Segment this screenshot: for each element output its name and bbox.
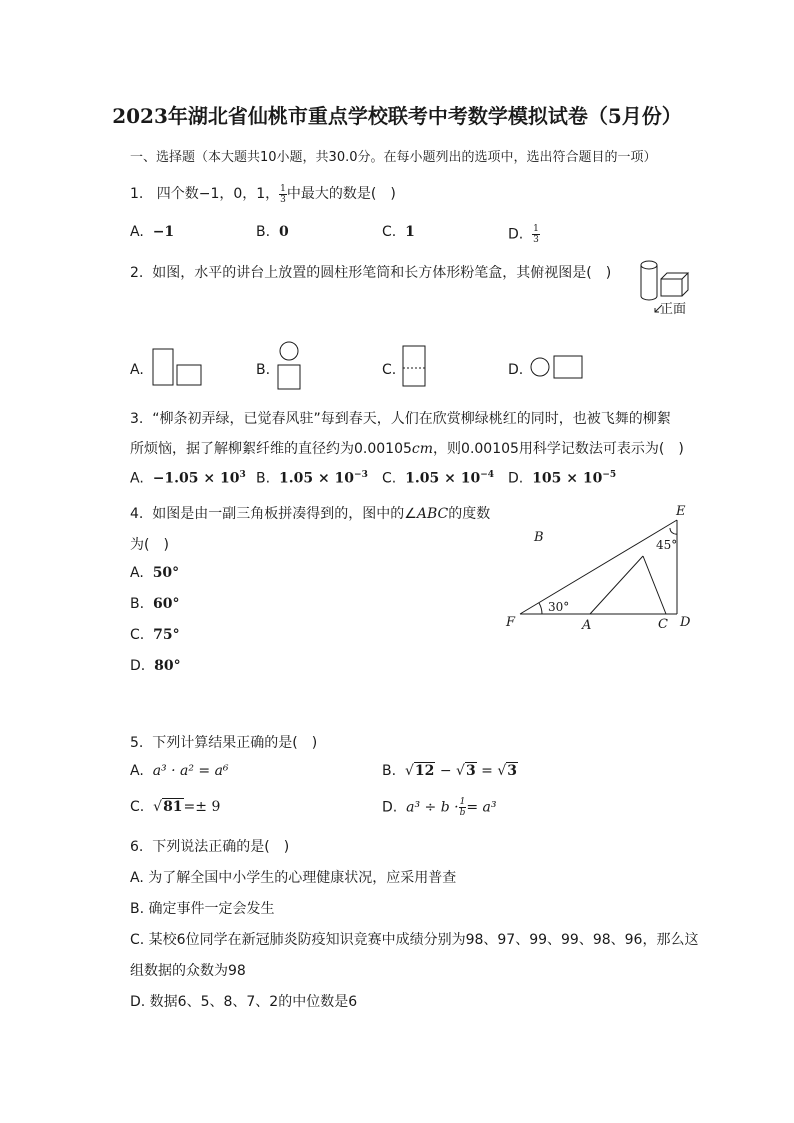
- angle-label-30: 30°: [548, 600, 570, 614]
- q2-option-b-label[interactable]: B.: [256, 362, 271, 378]
- section-heading: 一、选择题（本大题共10小题，共30.0分。在每小题列出的选项中，选出符合题目的一项）: [130, 150, 657, 165]
- question-2-stem: 2. 如图，水平的讲台上放置的圆柱形笔筒和长方体形粉笔盒，其俯视图是( ): [130, 265, 612, 281]
- label-E: E: [676, 504, 686, 519]
- q4-option-a[interactable]: A. 50°: [130, 565, 180, 581]
- q1-text-tail: 中最大的数是( ): [286, 186, 396, 202]
- q3-option-b[interactable]: B. $1.05 \times 10^{-3}$: [256, 470, 368, 487]
- segment-C-apex: [643, 556, 666, 614]
- q5-option-d[interactable]: D. a³ ÷ b · $\frac{1}{b}$ = a³: [382, 797, 497, 818]
- q4-option-b[interactable]: B. 60°: [130, 596, 180, 612]
- label-F: F: [506, 615, 516, 630]
- q6-option-a[interactable]: A. 为了解全国中小学生的心理健康状况，应采用普查: [130, 870, 457, 886]
- q3-option-d[interactable]: D. $105 \times 10^{-5}$: [508, 470, 617, 487]
- q6-option-d[interactable]: D. 数据6、5、8、7、2的中位数是6: [130, 994, 358, 1010]
- angle-label-45: 45°: [656, 538, 678, 552]
- label-A: A: [582, 618, 592, 633]
- q6-option-b[interactable]: B. 确定事件一定会发生: [130, 901, 275, 917]
- q5-option-c[interactable]: C. √81=± 9: [130, 799, 221, 815]
- q2-option-c-label[interactable]: C.: [382, 362, 397, 378]
- q3-option-c[interactable]: C. $1.05 \times 10^{-4}$: [382, 470, 495, 487]
- cylinder-bottom: [641, 296, 657, 300]
- label-B: B: [534, 530, 544, 545]
- q1-option-b[interactable]: B. 0: [256, 224, 289, 240]
- q1-fraction: $\frac{1}{3}$: [280, 183, 286, 205]
- q1-d-fraction: $\frac{1}{3}$: [533, 224, 539, 245]
- q5-d-fraction: $\frac{1}{b}$: [459, 797, 466, 818]
- angle-arc-45: [670, 528, 677, 534]
- q4-option-d[interactable]: D. 80°: [130, 658, 181, 674]
- q1-text: 四个数−1，0，1，: [156, 186, 280, 202]
- q2-option-a-figure: [150, 346, 205, 388]
- page-title: 2023年湖北省仙桃市重点学校联考中考数学模拟试卷（5月份）: [112, 104, 682, 128]
- circle-shape: [280, 342, 298, 360]
- q2-option-d-figure: [526, 352, 586, 382]
- question-3-line-2: 所烦恼，据了解柳絮纤维的直径约为0.00105cm，则0.00105用科学记数法可表示为( ): [130, 441, 684, 457]
- q4-triangle-figure: [500, 500, 700, 640]
- square-shape: [278, 365, 300, 389]
- q2-option-d-label[interactable]: D.: [508, 362, 524, 378]
- q1-option-a[interactable]: A. −1: [130, 224, 175, 240]
- angle-arc-30: [539, 603, 542, 614]
- q2-option-c-figure: [400, 344, 430, 390]
- question-1-stem: [130, 183, 396, 205]
- q3-option-a[interactable]: A. $-1.05 \times 10^3$: [130, 470, 246, 487]
- question-3-line-1: 3. “柳条初弄绿，已觉春风驻”每到春天，人们在欣赏柳绿桃红的同时，也被飞舞的柳絮: [130, 411, 671, 427]
- tall-rect: [403, 346, 425, 386]
- segment-A-apex: [590, 556, 643, 614]
- q2-option-b-figure: [274, 340, 306, 392]
- box-front: [661, 279, 682, 296]
- q6-option-c-line-1[interactable]: C. 某校6位同学在新冠肺炎防疫知识竞赛中成绩分别为98、97、99、99、98、96，那么这: [130, 932, 699, 948]
- cylinder-top: [641, 261, 657, 269]
- q4-option-c[interactable]: C. 75°: [130, 627, 180, 643]
- question-4-line-1: 4. 如图是由一副三角板拼凑得到的，图中的∠ABC的度数: [130, 506, 491, 522]
- q1-option-d[interactable]: D. $\frac{1}{3}$: [508, 224, 539, 245]
- q1-number: 1.: [130, 186, 144, 202]
- label-C: C: [658, 617, 668, 632]
- box-top: [661, 273, 688, 279]
- wide-rect: [177, 365, 201, 385]
- wide-rect: [554, 356, 582, 378]
- question-4-line-2: 为( ): [130, 537, 169, 553]
- tall-rect: [153, 349, 173, 385]
- q2-option-a-label[interactable]: A.: [130, 362, 144, 378]
- q5-option-b[interactable]: B. √12 − √3 = √3: [382, 763, 517, 779]
- question-5-stem: 5. 下列计算结果正确的是( ): [130, 735, 318, 751]
- label-D: D: [680, 615, 691, 630]
- q1-option-c[interactable]: C. 1: [382, 224, 415, 240]
- q2-front-label: 正面: [660, 302, 687, 317]
- circle-shape: [531, 358, 549, 376]
- q5-option-a[interactable]: A. a³ · a² = a⁶: [130, 763, 229, 779]
- q6-option-c-line-2[interactable]: 组数据的众数为98: [130, 963, 246, 979]
- question-6-stem: 6. 下列说法正确的是( ): [130, 839, 290, 855]
